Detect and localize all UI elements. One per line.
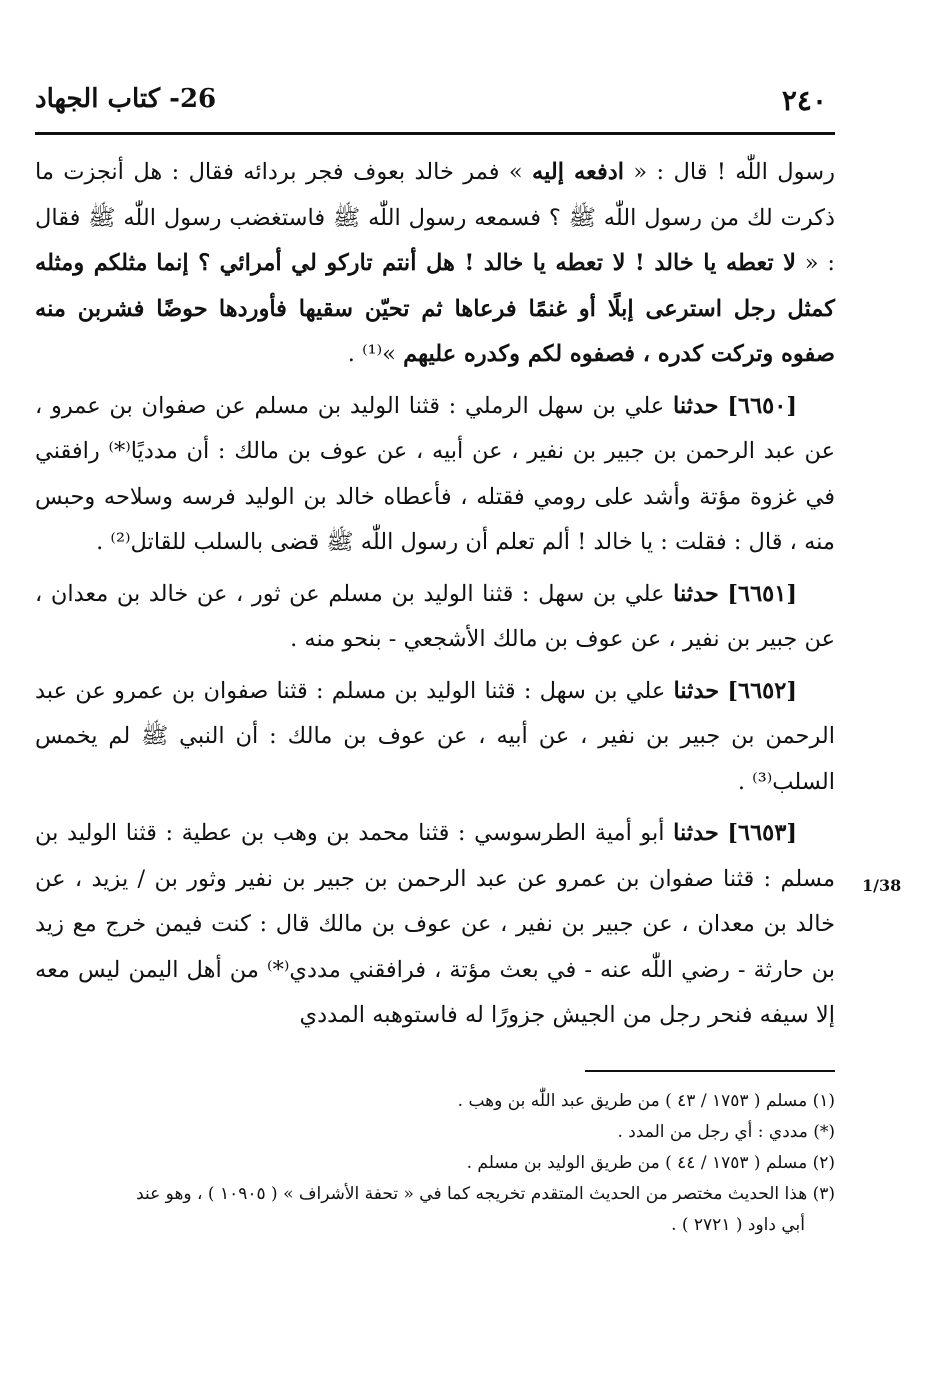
- footnote-divider: [585, 1070, 835, 1072]
- page-header: [35, 80, 835, 126]
- hadith-entry-6653: [35, 811, 835, 1039]
- footnote-3-continuation: أبي داود ( ٢٧٢١ ) .: [671, 1215, 805, 1235]
- hadith-text: علي بن سهل الرملي : قثنا الوليد بن مسلم عن صفوان بن عمرو ، عن عبد الرحمن بن جبير بن نفير ، عن أبيه ، عن عوف بن مالك : أن مدديًا⁽*⁾ رافقني في غزوة مؤتة وأشد على رومي فقتله ، فأعطاه خالد بن الوليد فرسه وسلاحه وحبس منه ، قال : فقلت : يا خالد ! ألم تعلم أن رسول اللّٰه ﷺ قضى بالسلب للقاتل⁽²⁾ .: [35, 392, 835, 555]
- prophetic-saying: ادفعه إليه: [532, 159, 625, 185]
- text-line: » فمر خالد بعوف فجر بردائه فقال : هل أنجزت ما: [35, 159, 533, 185]
- hadith-text: علي بن سهل : قثنا الوليد بن مسلم عن ثور ، عن خالد بن معدان ، عن جبير بن نفير ، عن عوف بن مالك الأشجعي - بنحو منه .: [35, 580, 835, 652]
- text-line: رسول اللّٰه ! قال : «: [624, 159, 835, 185]
- hadith-entry-6652: [35, 669, 835, 806]
- prophetic-saying: لا تعطه يا خالد ! لا تعطه يا خالد ! هل أنتم تاركو لي أمرائي ؟ إنما: [156, 250, 796, 276]
- footnote-3: (٣) هذا الحديث مختصر من الحديث المتقدم تخريجه كما في « تحفة الأشراف » ( ١٠٩٠٥ ) ، وهو عند: [136, 1184, 835, 1204]
- haddathana-word: حدثنا: [673, 677, 720, 704]
- prophetic-saying: مثلكم ومثله كمثل رجل استرعى إبلًا أو غنمًا فرعاها ثم تحيّن سقيها فأوردها: [35, 250, 835, 322]
- hadith-number: [٦٦٥٢]: [727, 677, 797, 704]
- hadith-text: علي بن سهل : قثنا الوليد بن مسلم : قثنا صفوان بن عمرو عن عبد الرحمن بن جبير بن نفير ، عن أبيه ، عن عوف بن مالك : أن النبي ﷺ لم يخمس السلب⁽³⁾ .: [35, 677, 835, 795]
- header-divider: [35, 132, 835, 135]
- footnote-1: (١) مسلم ( ١٧٥٣ / ٤٣ ) من طريق عبد اللّٰه بن وهب .: [457, 1091, 835, 1111]
- text-line: »⁽¹⁾ .: [347, 341, 404, 367]
- main-text: [35, 150, 835, 1039]
- hadith-entry-6651: [35, 572, 835, 663]
- haddathana-word: حدثنا: [672, 392, 719, 419]
- margin-folio-note: 1/38: [862, 876, 902, 895]
- haddathana-word: حدثنا: [673, 580, 719, 607]
- hadith-continuation-paragraph: [35, 150, 835, 378]
- prophetic-saying: حوضًا فشربن منه صفوه وتركت كدره ، فصفوه لكم وكدره عليهم: [35, 295, 835, 367]
- haddathana-word: حدثنا: [673, 820, 719, 846]
- footnote-2: (٢) مسلم ( ١٧٥٣ / ٤٤ ) من طريق الوليد بن مسلم .: [466, 1153, 835, 1173]
- chapter-title: 26- كتاب الجهاد: [35, 84, 217, 114]
- text-line: ذكرت لك من رسول اللّٰه ﷺ ؟ فسمعه رسول اللّٰه ﷺ فاستغضب رسول اللّٰه ﷺ: [88, 204, 836, 231]
- hadith-number: [٦٦٥٣]: [727, 820, 797, 846]
- text-line: فقال : «: [35, 204, 835, 276]
- hadith-entry-6650: [35, 384, 835, 566]
- footnote-star: (*) مددي : أي رجل من المدد .: [617, 1122, 835, 1142]
- hadith-number: [٦٦٥١]: [727, 580, 797, 607]
- page-number: ٢٤٠: [781, 84, 827, 117]
- footnotes: [35, 1086, 835, 1241]
- hadith-text: أبو أمية الطرسوسي : قثنا محمد بن وهب بن عطية : قثنا الوليد بن مسلم : قثنا صفوان بن عمرو عن عبد الرحمن بن جبير بن نفير وثور بن / يزيد ، عن خالد بن معدان ، عن جبير بن نفير ، عن عوف بن مالك قال : كنت فيمن خرج مع زيد بن حارثة - رضي اللّٰه عنه - في بعث مؤتة ، فرافقني مددي⁽*⁾ من أهل اليمن ليس معه إلا سيفه فنحر رجل من الجيش جزورًا له فاستوهبه المددي: [35, 820, 835, 1028]
- hadith-number: [٦٦٥٠]: [727, 392, 797, 419]
